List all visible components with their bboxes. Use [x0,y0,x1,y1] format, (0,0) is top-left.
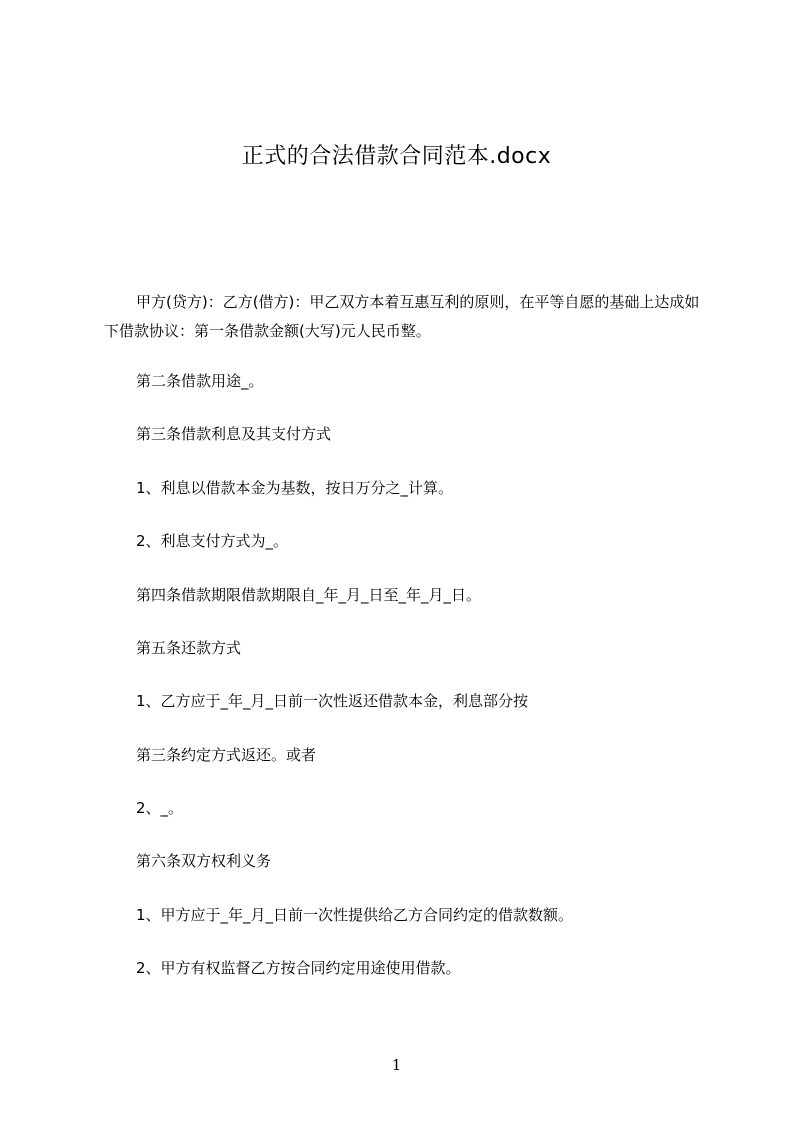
clause-paragraph: 2、甲方有权监督乙方按合同约定用途使用借款。 [136,959,461,977]
clause-paragraph: 第二条借款用途_。 [136,372,264,390]
intro-paragraph: 甲方(贷方)：乙方(借方)：甲乙双方本着互惠互利的原则，在平等自愿的基础上达成如下借款协议：第一条借款金额(大写)元人民币整。 [104,293,700,340]
clause-paragraph: 1、乙方应于_年_月_日前一次性返还借款本金，利息部分按 [136,692,529,710]
clause-paragraph: 2、_。 [136,799,184,817]
clause-paragraph: 1、甲方应于_年_月_日前一次性提供给乙方合同约定的借款数额。 [136,906,574,924]
clause-paragraph: 第三条约定方式返还。或者 [136,746,317,764]
clause-paragraph: 第五条还款方式 [136,639,242,657]
clause-paragraph: 第三条借款利息及其支付方式 [136,425,332,443]
clause-paragraph: 2、利息支付方式为_。 [136,532,289,550]
clause-paragraph: 第六条双方权利义务 [136,852,272,870]
clause-paragraph: 第四条借款期限借款期限自_年_月_日至_年_月_日。 [136,586,482,604]
page-number: 1 [391,1056,402,1074]
document-title: 正式的合法借款合同范本.docx [241,144,552,169]
clause-paragraph: 1、利息以借款本金为基数，按日万分之_计算。 [136,479,454,497]
